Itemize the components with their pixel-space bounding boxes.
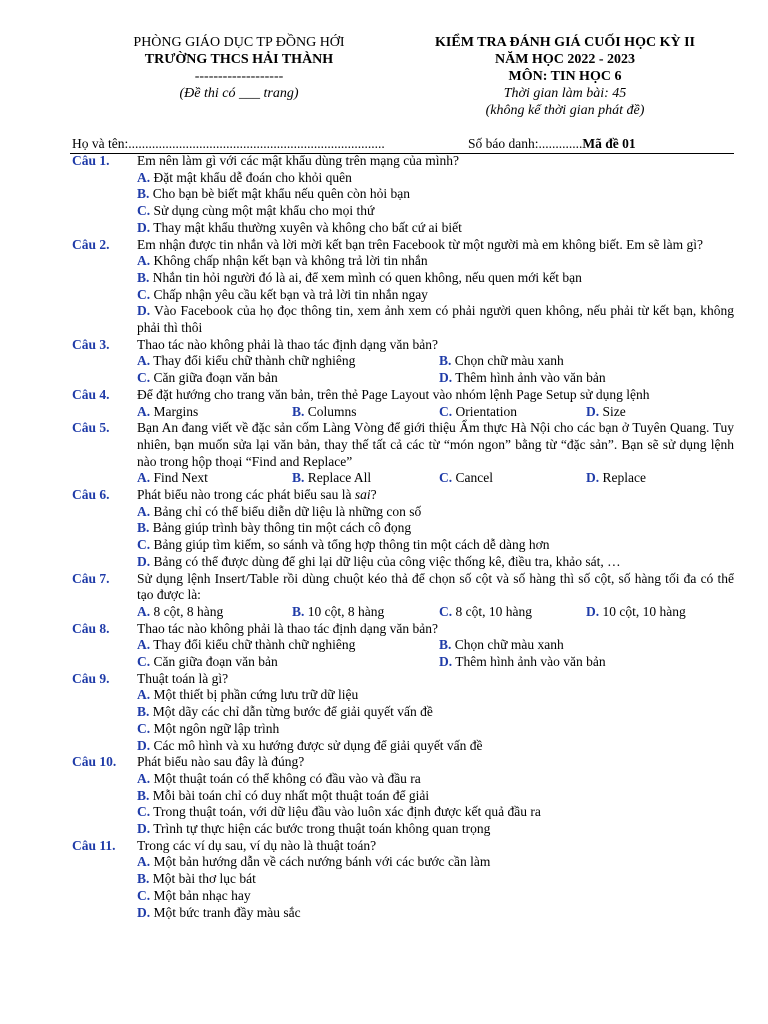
option-row: [137, 637, 734, 654]
option-letter: B.: [137, 871, 150, 887]
student-info-row: [72, 136, 732, 152]
option-b[interactable]: [292, 604, 384, 621]
student-name-field[interactable]: Họ và tên:............................................................................: [72, 136, 385, 151]
question-text: Để đặt hướng cho trang văn bản, trên thẻ Page Layout vào nhóm lệnh Page Setup sử dụng lệnh: [137, 386, 650, 402]
option-d[interactable]: [137, 905, 734, 922]
option-b[interactable]: [137, 520, 734, 537]
option-b[interactable]: [439, 353, 564, 370]
option-d[interactable]: [439, 654, 606, 671]
question-7: [72, 571, 734, 621]
option-letter: D.: [137, 737, 151, 753]
option-b[interactable]: [137, 704, 734, 721]
option-text: Căn giữa đoạn văn bản: [153, 370, 278, 386]
option-letter: D.: [137, 904, 151, 920]
question-9: [72, 671, 734, 755]
option-c[interactable]: [137, 203, 734, 220]
question-list: [72, 153, 734, 921]
option-letter: D.: [586, 603, 600, 619]
option-text: Một bài thơ lục bát: [152, 871, 256, 887]
option-text: Bảng có thể được dùng để ghi lại dữ liệu của công việc thống kê, điều tra, khảo sát, …: [153, 553, 621, 569]
question-text: Thuật toán là gì?: [137, 670, 229, 686]
option-letter: D.: [137, 219, 151, 235]
question-8: [72, 621, 734, 671]
subject: MÔN: TIN HỌC 6: [508, 69, 622, 84]
option-b[interactable]: [137, 186, 734, 203]
option-row: [137, 654, 734, 671]
question-label: Câu 2.: [72, 236, 110, 252]
option-a[interactable]: [137, 604, 223, 621]
question-label: Câu 1.: [72, 153, 110, 168]
question-label: Câu 9.: [72, 670, 110, 686]
option-letter: D.: [137, 303, 151, 319]
school-year: NĂM HỌC 2022 - 2023: [495, 52, 635, 67]
option-a[interactable]: [137, 353, 355, 370]
option-text: Một bức tranh đầy màu sắc: [153, 904, 301, 920]
option-b[interactable]: [137, 788, 734, 805]
question-label: Câu 4.: [72, 386, 110, 402]
option-letter: B.: [292, 403, 305, 419]
option-letter: D.: [137, 821, 151, 837]
option-c[interactable]: [137, 287, 734, 304]
option-text: Một bản nhạc hay: [153, 887, 251, 903]
option-text: Chọn chữ màu xanh: [454, 353, 564, 369]
option-text: Thêm hình ảnh vào văn bản: [455, 370, 606, 386]
option-letter: A.: [137, 503, 151, 519]
option-row: [137, 470, 734, 487]
option-letter: B.: [137, 269, 150, 285]
option-d[interactable]: [586, 470, 646, 487]
option-letter: D.: [137, 553, 151, 569]
option-c[interactable]: [137, 888, 734, 905]
option-a[interactable]: [137, 170, 734, 187]
option-letter: D.: [439, 654, 453, 669]
question-text: Thao tác nào không phải là thao tác định dạng văn bản?: [137, 336, 439, 352]
time-limit: Thời gian làm bài: 45: [503, 86, 627, 101]
question-3: [72, 337, 734, 387]
option-letter: A.: [137, 403, 151, 419]
option-text: 10 cột, 10 hàng: [602, 603, 686, 619]
exam-title: KIỂM TRA ĐÁNH GIÁ CUỐI HỌC KỲ II: [435, 35, 695, 50]
option-letter: C.: [439, 470, 453, 486]
option-text: Một ngôn ngữ lập trình: [153, 720, 280, 736]
question-10: [72, 754, 734, 838]
option-letter: C.: [439, 403, 453, 419]
question-text: Thao tác nào không phải là thao tác định dạng văn bản?: [137, 620, 439, 636]
question-label: Câu 8.: [72, 620, 110, 636]
option-text: Mỗi bài toán chỉ có duy nhất một thuật toán để giải: [152, 787, 430, 803]
option-row: [137, 370, 734, 387]
option-text: Replace All: [307, 470, 372, 486]
option-d[interactable]: [137, 738, 734, 755]
option-a[interactable]: [137, 504, 734, 521]
question-text-start: Phát biểu nào trong các phát biểu sau là: [137, 487, 355, 502]
option-text: Chọn chữ màu xanh: [454, 637, 564, 653]
option-text: Một thiết bị phần cứng lưu trữ dữ liệu: [153, 687, 359, 703]
option-letter: D.: [586, 470, 600, 486]
question-text: Em nên làm gì với các mật khẩu dùng trên mạng của mình?: [137, 153, 460, 168]
option-text: 8 cột, 8 hàng: [153, 603, 224, 619]
school-header: [108, 34, 370, 102]
option-letter: C.: [137, 887, 151, 903]
candidate-number-field[interactable]: Số báo danh:.............: [468, 136, 583, 151]
time-note: (không kể thời gian phát đề): [485, 103, 645, 118]
question-text-end: ?: [370, 487, 377, 502]
exam-header: [400, 34, 730, 119]
option-a[interactable]: [137, 470, 208, 487]
option-text: Căn giữa đoạn văn bản: [153, 654, 278, 669]
option-b[interactable]: [292, 470, 371, 487]
option-text: Sử dụng cùng một mật khẩu cho mọi thứ: [153, 203, 375, 219]
option-letter: A.: [137, 603, 151, 619]
header-divider: -------------------: [194, 69, 284, 84]
option-text: Bảng giúp tìm kiếm, so sánh và tổng hợp thông tin một cách dễ dàng hơn: [153, 537, 550, 553]
option-text: Margins: [153, 403, 199, 419]
option-text: Replace: [602, 470, 646, 486]
option-a[interactable]: [137, 854, 734, 871]
option-c[interactable]: [137, 721, 734, 738]
option-text: Một bản hướng dẫn về cách nướng bánh với các bước cần làm: [153, 854, 491, 870]
option-letter: A.: [137, 770, 151, 786]
option-text: Vào Facebook của họ đọc thông tin, xem ảnh xem có phải người quen không, nếu phải từ kết bạn, không phải thì thôi: [137, 303, 734, 336]
department-name: PHÒNG GIÁO DỤC TP ĐỒNG HỚI: [133, 35, 345, 50]
option-text: Không chấp nhận kết bạn và không trả lời tin nhắn: [153, 253, 428, 269]
option-text: Chấp nhận yêu cầu kết bạn và trả lời tin nhắn ngay: [153, 286, 428, 302]
question-text: Sử dụng lệnh Insert/Table rồi dùng chuột kéo thả để chọn số cột và số hàng thì số cột, số hàng tối đa có thể tạo được là:: [137, 570, 734, 603]
option-c[interactable]: [439, 470, 493, 487]
option-d[interactable]: [137, 821, 734, 838]
option-c[interactable]: [137, 370, 278, 387]
option-a[interactable]: [137, 771, 734, 788]
option-letter: A.: [137, 854, 151, 870]
option-text: Đặt mật khẩu dễ đoán cho khỏi quên: [153, 169, 352, 185]
option-letter: B.: [439, 637, 452, 653]
option-text: Cho bạn bè biết mật khẩu nếu quên còn hỏi bạn: [152, 186, 410, 202]
question-label: Câu 11.: [72, 837, 116, 853]
option-letter: C.: [137, 370, 151, 386]
option-a[interactable]: [137, 404, 198, 421]
option-d[interactable]: [439, 370, 606, 387]
option-b[interactable]: [137, 871, 734, 888]
question-11: [72, 838, 734, 922]
option-row: [137, 404, 734, 421]
option-d[interactable]: [137, 554, 734, 571]
option-letter: A.: [137, 470, 151, 486]
option-letter: C.: [137, 286, 151, 302]
option-c[interactable]: [137, 537, 734, 554]
option-text: Thay đổi kiểu chữ thành chữ nghiêng: [153, 353, 356, 369]
question-text: Em nhận được tin nhắn và lời mời kết bạn trên Facebook từ một người mà em không biết. Em sẽ làm gì?: [137, 236, 704, 252]
option-letter: B.: [137, 520, 150, 536]
option-letter: C.: [137, 804, 151, 820]
option-row: [137, 353, 734, 370]
option-d[interactable]: [586, 404, 626, 421]
question-1: [72, 153, 734, 237]
question-text-emphasis: sai: [354, 487, 371, 502]
option-text: Cancel: [455, 470, 493, 486]
question-text: Bạn An đang viết về đặc sản cốm Làng Vòng để giới thiệu Ẩm thực Hà Nội cho các bạn ở Tuyên Quang. Tuy nhiên, bạn muốn sửa lại văn bản, thay thế tất cả các từ “món ngon” bằng từ “đặc sản”. Bạn sẽ sử dụng lệnh nào trong hộp thoại “Find and Replace”: [137, 420, 734, 469]
question-text: Trong các ví dụ sau, ví dụ nào là thuật toán?: [137, 837, 377, 853]
option-letter: C.: [137, 720, 151, 736]
option-text: Thay đổi kiểu chữ thành chữ nghiêng: [153, 637, 356, 653]
option-b[interactable]: [137, 270, 734, 287]
option-d[interactable]: [137, 220, 734, 237]
option-letter: A.: [137, 253, 151, 269]
question-label: Câu 5.: [72, 420, 110, 436]
option-text: 10 cột, 8 hàng: [307, 603, 385, 619]
question-label: Câu 7.: [72, 570, 110, 586]
question-6: [72, 487, 734, 571]
option-text: Một dãy các chỉ dẫn từng bước để giải quyết vấn đề: [152, 704, 433, 720]
option-letter: C.: [137, 203, 151, 219]
option-letter: C.: [137, 654, 151, 669]
option-text: Trình tự thực hiện các bước trong thuật toán không quan trọng: [153, 821, 491, 837]
option-text: Bảng chỉ có thể biểu diễn dữ liệu là những con số: [153, 503, 422, 519]
option-text: Thêm hình ảnh vào văn bản: [455, 654, 606, 669]
question-text: Phát biểu nào sau đây là đúng?: [137, 754, 305, 770]
question-4: [72, 387, 734, 420]
question-2: [72, 237, 734, 337]
option-letter: B.: [439, 353, 452, 369]
option-text: Bảng giúp trình bày thông tin một cách cô đọng: [152, 520, 412, 536]
option-b[interactable]: [439, 637, 564, 654]
option-text: Các mô hình và xu hướng được sử dụng để giải quyết vấn đề: [153, 737, 483, 753]
option-c[interactable]: [137, 654, 278, 671]
option-letter: B.: [137, 787, 150, 803]
option-letter: D.: [586, 403, 600, 419]
option-letter: A.: [137, 169, 151, 185]
option-letter: C.: [137, 537, 151, 553]
school-name: TRƯỜNG THCS HẢI THÀNH: [144, 52, 334, 67]
option-b[interactable]: [292, 404, 357, 421]
option-c[interactable]: [439, 404, 517, 421]
option-a[interactable]: [137, 637, 355, 654]
option-letter: B.: [292, 470, 305, 486]
option-text: Find Next: [153, 470, 208, 486]
option-text: Trong thuật toán, với dữ liệu đầu vào luôn xác định được kết quả đầu ra: [153, 804, 541, 820]
option-text: Columns: [307, 403, 357, 419]
option-text: Thay mật khẩu thường xuyên và không cho bất cứ ai biết: [153, 219, 462, 235]
option-text: Orientation: [455, 403, 517, 419]
option-text: Một thuật toán có thể không có đầu vào và đầu ra: [153, 770, 421, 786]
option-row: [137, 604, 734, 621]
option-c[interactable]: [439, 604, 532, 621]
option-d[interactable]: [586, 604, 686, 621]
option-text: Nhắn tin hỏi người đó là ai, để xem mình có quen không, nếu quen mới kết bạn: [152, 269, 582, 285]
option-a[interactable]: [137, 253, 734, 270]
option-letter: A.: [137, 637, 151, 653]
option-letter: B.: [137, 186, 150, 202]
option-letter: B.: [292, 603, 305, 619]
question-label: Câu 3.: [72, 336, 110, 352]
option-letter: A.: [137, 687, 151, 703]
option-letter: C.: [439, 603, 453, 619]
page-count-note: (Đề thi có ___ trang): [179, 86, 299, 101]
option-c[interactable]: [137, 804, 734, 821]
option-a[interactable]: [137, 687, 734, 704]
option-text: Size: [602, 403, 626, 419]
option-text: 8 cột, 10 hàng: [455, 603, 532, 619]
option-d[interactable]: [137, 303, 734, 336]
question-text: [137, 487, 734, 504]
option-letter: B.: [137, 704, 150, 720]
option-letter: A.: [137, 353, 151, 369]
question-label: Câu 6.: [72, 487, 110, 502]
option-letter: D.: [439, 370, 453, 386]
question-5: [72, 420, 734, 487]
exam-code: Mã đề 01: [582, 136, 636, 151]
candidate-number-wrap: [468, 136, 636, 152]
question-label: Câu 10.: [72, 754, 117, 770]
